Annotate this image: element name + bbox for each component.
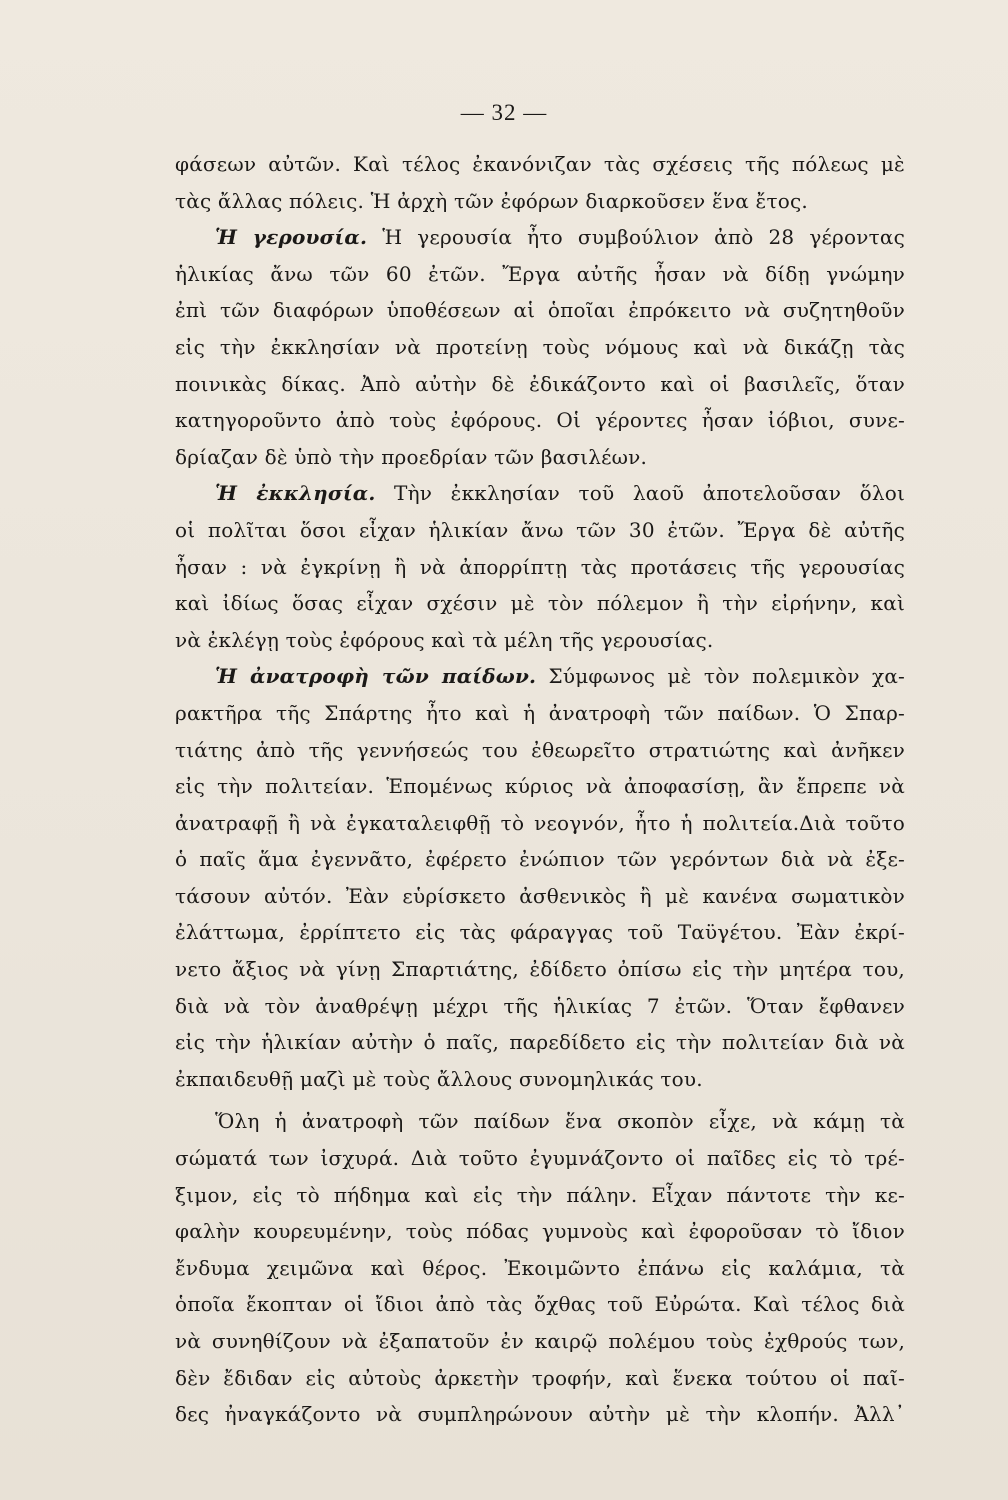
text-line bbox=[175, 1396, 905, 1433]
line-text: ἐλάττωμα, ἐρρίπτετο εἰς τὰς φάραγγας τοῦ Ταϋγέτου. Ἐὰν ἐκρί- bbox=[175, 920, 905, 945]
text-line bbox=[175, 366, 905, 403]
line-text: διὰ νὰ τὸν ἀναθρέψῃ μέχρι τῆς ἡλικίας 7 ἐτῶν. Ὅταν ἔφθανεν bbox=[175, 993, 905, 1018]
line-text: ἔνδυμα χειμῶνα καὶ θέρος. Ἐκοιμῶντο ἐπάνω εἰς καλάμια, τὰ bbox=[175, 1255, 905, 1280]
line-text: σώματά των ἰσχυρά. Διὰ τοῦτο ἐγυμνάζοντο οἱ παῖδες εἰς τὸ τρέ- bbox=[175, 1146, 905, 1171]
line-text: καὶ ἰδίως ὅσας εἶχαν σχέσιν μὲ τὸν πόλεμον ἢ τὴν εἰρήνην, καὶ bbox=[175, 591, 905, 616]
line-text: δες ἠναγκάζοντο νὰ συμπληρώνουν αὐτὴν μὲ τὴν κλοπήν. Ἀλλ᾽ bbox=[175, 1402, 905, 1427]
text-line bbox=[175, 1061, 905, 1098]
line-text: κατηγοροῦντο ἀπὸ τοὺς ἐφόρους. Οἱ γέροντες ἦσαν ἰόβιοι, συνε- bbox=[175, 408, 905, 433]
line-text: τὰς ἄλλας πόλεις. Ἡ ἀρχὴ τῶν ἐφόρων διαρκοῦσεν ἕνα ἔτος. bbox=[175, 188, 808, 213]
section-heading: Ἡ ἀνατροφὴ τῶν παίδων. bbox=[215, 664, 537, 689]
line-text: ἐπὶ τῶν διαφόρων ὑποθέσεων αἱ ὁποῖαι ἐπρόκειτο νὰ συζητηθοῦν bbox=[175, 298, 905, 323]
line-text: ρακτῆρα τῆς Σπάρτης ἦτο καὶ ἡ ἀνατροφὴ τῶν παίδων. Ὁ Σπαρ- bbox=[175, 700, 905, 725]
text-line bbox=[175, 951, 905, 988]
page-number: — 32 — bbox=[460, 100, 548, 125]
text-line bbox=[175, 549, 905, 586]
line-text: τάσουν αὐτόν. Ἐὰν εὑρίσκετο ἀσθενικὸς ἢ μὲ κανένα σωματικὸν bbox=[175, 883, 905, 908]
text-line bbox=[175, 768, 905, 805]
text-line bbox=[175, 256, 905, 293]
line-text: εἰς τὴν ἐκκλησίαν νὰ προτείνῃ τοὺς νόμους καὶ νὰ δικάζῃ τὰς bbox=[175, 334, 905, 359]
line-text: ξιμον, εἰς τὸ πήδημα καὶ εἰς τὴν πάλην. Εἶχαν πάντοτε τὴν κε- bbox=[175, 1182, 905, 1207]
line-text: ποινικὰς δίκας. Ἀπὸ αὐτὴν δὲ ἐδικάζοντο καὶ οἱ βασιλεῖς, ὅταν bbox=[175, 371, 905, 396]
text-line bbox=[175, 1213, 905, 1250]
line-text: ὁποῖα ἔκοπταν οἱ ἴδιοι ἀπὸ τὰς ὄχθας τοῦ Εὐρώτα. Καὶ τέλος διὰ bbox=[175, 1292, 905, 1317]
text-line bbox=[175, 475, 905, 512]
section-heading: Ἡ ἐκκλησία. bbox=[215, 481, 376, 506]
text-line bbox=[175, 658, 905, 695]
text-line bbox=[175, 1286, 905, 1323]
line-text: Ἡ γερουσία ἦτο συμβούλιον ἀπὸ 28 γέροντας bbox=[382, 225, 905, 250]
line-text: ὁ παῖς ἅμα ἐγεννᾶτο, ἐφέρετο ἐνώπιον τῶν γερόντων διὰ νὰ ἐξε- bbox=[175, 847, 905, 872]
text-line bbox=[175, 1103, 905, 1140]
text-line bbox=[175, 329, 905, 366]
line-text: δὲν ἔδιδαν εἰς αὐτοὺς ἀρκετὴν τροφήν, καὶ ἕνεκα τούτου οἱ παῖ- bbox=[175, 1365, 905, 1390]
text-line bbox=[175, 732, 905, 769]
text-line bbox=[175, 988, 905, 1025]
text-line bbox=[175, 1250, 905, 1287]
line-text: νὰ συνηθίζουν νὰ ἐξαπατοῦν ἐν καιρῷ πολέμου τοὺς ἐχθρούς των, bbox=[175, 1329, 905, 1353]
text-line bbox=[175, 805, 905, 842]
text-line bbox=[175, 1177, 905, 1214]
body-text bbox=[175, 146, 905, 1433]
text-line bbox=[175, 146, 905, 183]
line-text: τιάτης ἀπὸ τῆς γεννήσεώς του ἐθεωρεῖτο στρατιώτης καὶ ἀνῆκεν bbox=[175, 737, 905, 762]
line-text: ἀνατραφῇ ἢ νὰ ἐγκαταλειφθῇ τὸ νεογνόν, ἦτο ἡ πολιτεία.Διὰ τοῦτο bbox=[175, 810, 905, 835]
line-text: νετο ἄξιος νὰ γίνῃ Σπαρτιάτης, ἐδίδετο ὀπίσω εἰς τὴν μητέρα του, bbox=[175, 957, 905, 982]
text-line bbox=[175, 402, 905, 439]
text-line bbox=[175, 1024, 905, 1061]
line-text: δρίαζαν δὲ ὑπὸ τὴν προεδρίαν τῶν βασιλέων. bbox=[175, 444, 648, 469]
text-line bbox=[175, 841, 905, 878]
text-line bbox=[175, 1140, 905, 1177]
line-text: νὰ ἐκλέγῃ τοὺς ἐφόρους καὶ τὰ μέλη τῆς γερουσίας. bbox=[175, 627, 714, 652]
section-heading: Ἡ γερουσία. bbox=[215, 225, 368, 250]
line-text: ἡλικίας ἄνω τῶν 60 ἐτῶν. Ἔργα αὐτῆς ἦσαν νὰ δίδῃ γνώμην bbox=[175, 261, 905, 286]
text-line bbox=[175, 585, 905, 622]
text-line bbox=[175, 512, 905, 549]
line-text: Σύμφωνος μὲ τὸν πολεμικὸν χα- bbox=[548, 664, 905, 689]
line-text: εἰς τὴν πολιτείαν. Ἑπομένως κύριος νὰ ἀποφασίσῃ, ἂν ἔπρεπε νὰ bbox=[175, 774, 905, 799]
line-text: ἦσαν : νὰ ἐγκρίνῃ ἢ νὰ ἀπορρίπτῃ τὰς προτάσεις τῆς γερουσίας bbox=[175, 554, 905, 579]
line-text: φάσεων αὐτῶν. Καὶ τέλος ἐκανόνιζαν τὰς σχέσεις τῆς πόλεως μὲ bbox=[175, 152, 905, 176]
line-text: ἐκπαιδευθῇ μαζὶ μὲ τοὺς ἄλλους συνομηλικάς του. bbox=[175, 1066, 703, 1091]
line-text: Τὴν ἐκκλησίαν τοῦ λαοῦ ἀποτελοῦσαν ὅλοι bbox=[394, 481, 905, 506]
text-line bbox=[175, 292, 905, 329]
text-line bbox=[175, 439, 905, 476]
text-line bbox=[175, 622, 905, 659]
line-text: Ὅλη ἡ ἀνατροφὴ τῶν παίδων ἕνα σκοπὸν εἶχε, νὰ κάμῃ τὰ bbox=[215, 1109, 905, 1134]
line-text: οἱ πολῖται ὅσοι εἶχαν ἡλικίαν ἄνω τῶν 30 ἐτῶν. Ἔργα δὲ αὐτῆς bbox=[175, 517, 905, 542]
text-line bbox=[175, 219, 905, 256]
text-line bbox=[175, 1323, 905, 1360]
text-line bbox=[175, 695, 905, 732]
line-text: εἰς τὴν ἡλικίαν αὐτὴν ὁ παῖς, παρεδίδετο εἰς τὴν πολιτείαν διὰ νὰ bbox=[175, 1030, 905, 1055]
line-text: φαλὴν κουρευμένην, τοὺς πόδας γυμνοὺς καὶ ἐφοροῦσαν τὸ ἴδιον bbox=[175, 1219, 905, 1244]
text-line bbox=[175, 1360, 905, 1397]
text-line bbox=[175, 183, 905, 220]
text-line bbox=[175, 878, 905, 915]
text-line bbox=[175, 914, 905, 951]
